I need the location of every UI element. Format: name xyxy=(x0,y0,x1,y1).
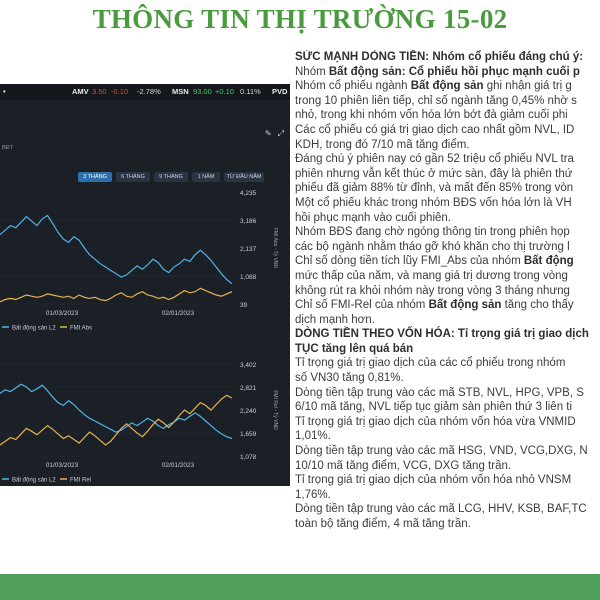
text-span: KDH, trong đó 7/10 mã tăng điểm. xyxy=(295,138,470,151)
chart-area xyxy=(0,100,290,486)
legend-label: FMI Abs xyxy=(70,325,93,332)
article-line xyxy=(295,254,600,269)
text-span: trong 10 phiên liên tiếp, chỉ số ngành tăng 0,45% nhờ s xyxy=(295,94,577,107)
ticker-msn-pct: 0.11% xyxy=(240,87,261,96)
bold-text: DÒNG TIỀN THEO VỐN HÓA: Tỉ trọng giá trị giao dịch xyxy=(295,328,589,341)
y-tick-label: 2,240 xyxy=(240,408,257,415)
ticker-msn-code[interactable]: MSN xyxy=(172,87,189,96)
text-span: Một cổ phiếu khác trong nhóm BĐS vốn hóa lớn là VH xyxy=(295,196,572,209)
ticker-msn-change: +0.10 xyxy=(215,87,234,96)
article-text xyxy=(295,50,600,532)
article-line xyxy=(295,181,600,196)
y-tick-label: 1,088 xyxy=(240,274,257,281)
footer-bar xyxy=(0,574,600,600)
article-line xyxy=(295,400,600,415)
ticker-amv-pct: -2.78% xyxy=(137,87,161,96)
ticker-msn-price: 93.00 xyxy=(193,87,212,96)
x-tick-label: 01/03/2023 xyxy=(45,310,79,317)
article-line xyxy=(295,313,600,328)
legend-label: Bất động sản L2 xyxy=(12,325,56,332)
article-line xyxy=(295,138,600,153)
article-line xyxy=(295,444,600,459)
article-line xyxy=(295,240,600,255)
article-line xyxy=(295,386,600,401)
article-line xyxy=(295,429,600,444)
y-axis-label: FMI Rel - Tỷ VNĐ xyxy=(272,390,278,430)
y-tick-label: 3,186 xyxy=(240,218,257,225)
text-span: Nhóm xyxy=(295,65,329,78)
y-tick-label: 2,137 xyxy=(240,246,257,253)
bold-text: Bất động sản xyxy=(428,299,502,312)
text-span: Đáng chú ý phiên nay có gần 52 triệu cổ phiếu NVL tra xyxy=(295,153,574,166)
text-span: Dòng tiền tập trung vào các mã HSG, VND, VCG,DXG, N xyxy=(295,445,588,458)
period-3m-button[interactable]: 3 THÁNG xyxy=(78,172,112,182)
series-line-1 xyxy=(0,384,232,438)
text-span: Tỉ trọng giá trị giao dịch của các cổ phiếu trong nhóm xyxy=(295,357,566,370)
text-span: phiên nhưng vẫn kết thúc ở mức sàn, đây là phiên thứ xyxy=(295,167,573,180)
legend-label: FMI Rel xyxy=(70,477,91,484)
text-span: hồi phục mạnh vào cuối phiên. xyxy=(295,211,451,224)
text-span: toàn bộ tăng điểm, 4 mã tăng trần. xyxy=(295,518,471,530)
article-line xyxy=(295,123,600,138)
section-heading xyxy=(295,50,600,65)
text-span: 6/10 mã tăng, NVL tiếp tục giảm sàn phiên thứ 3 liên ti xyxy=(295,401,573,414)
article-line xyxy=(295,284,600,299)
text-span: Tỉ trọng giá trị giao dịch của nhóm vốn hóa vừa VNMID xyxy=(295,415,576,428)
ticker-dot: • xyxy=(3,87,6,96)
ticker-amv-change: -0.10 xyxy=(111,87,129,96)
article-line xyxy=(295,488,600,503)
y-tick-label: 3,402 xyxy=(240,362,257,369)
text-span: mức thấp của năm, và mang giá trị dương trong vòng xyxy=(295,269,568,282)
period-1y-button[interactable]: 1 NĂM xyxy=(192,172,220,182)
article-line xyxy=(295,211,600,226)
article-line xyxy=(295,473,600,488)
bold-text: Bất động xyxy=(523,255,574,268)
text-span: 1,76%. xyxy=(295,488,331,501)
article-line xyxy=(295,371,600,386)
section-heading xyxy=(295,327,600,342)
ticker-bar xyxy=(0,84,290,98)
y-tick-label: 39 xyxy=(240,302,248,309)
text-span: ghi nhận giá trị g xyxy=(483,80,572,93)
article-line xyxy=(295,269,600,284)
x-tick-label: 02/01/2023 xyxy=(161,462,195,469)
text-span: Các cổ phiếu có giá trị giao dịch cao nhất gồm NVL, ID xyxy=(295,123,575,136)
text-span: số VN30 tăng 0,81%. xyxy=(295,372,404,385)
edit-icon[interactable]: ✎ xyxy=(264,129,272,138)
bold-text: Bất động sản: Cổ phiếu hồi phục mạnh cuối p xyxy=(328,65,580,78)
article-line xyxy=(295,65,600,80)
article-line xyxy=(295,459,600,474)
article-line xyxy=(295,298,600,313)
fmi-abs-chart xyxy=(0,186,290,334)
text-span: dịch mạnh hơn. xyxy=(295,313,375,326)
period-9m-button[interactable]: 9 THÁNG xyxy=(154,172,188,182)
article-line xyxy=(295,94,600,109)
article-line xyxy=(295,196,600,211)
series-line-1 xyxy=(0,216,232,284)
text-span: Nhóm BĐS đang chờ ngóng thông tin trong phiên họp xyxy=(295,226,570,239)
section-heading xyxy=(295,342,600,357)
period-ytd-button[interactable]: TỪ ĐẦU NĂM xyxy=(224,172,264,182)
text-span: Chỉ số dòng tiền tích lũy FMI_Abs của nhóm xyxy=(295,255,524,268)
expand-icon[interactable]: ⤢ xyxy=(277,129,284,138)
y-tick-label: 2,821 xyxy=(240,385,257,392)
series-line-2 xyxy=(0,395,232,445)
text-span: Tỉ trọng giá trị giao dịch của nhóm vốn hóa nhỏ VNSM xyxy=(295,474,572,487)
article-line xyxy=(295,108,600,123)
text-span: Dòng tiền tập trung vào các mã LCG, HHV, KSB, BAF,TC xyxy=(295,503,587,516)
page-title: THÔNG TIN THỊ TRƯỜNG 15-02 xyxy=(92,4,508,34)
article-line xyxy=(295,415,600,430)
article-line xyxy=(295,225,600,240)
y-tick-label: 1,659 xyxy=(240,431,257,438)
ticker-amv-code[interactable]: AMV xyxy=(72,87,89,96)
series-line-2 xyxy=(0,288,232,302)
fmi-rel-chart xyxy=(0,358,290,486)
chart-panel xyxy=(0,84,290,486)
source-label: BĐT xyxy=(2,145,13,151)
article-line xyxy=(295,517,600,532)
article-line xyxy=(295,152,600,167)
y-tick-label: 1,078 xyxy=(240,454,257,461)
article-line xyxy=(295,502,600,517)
bold-text: TỤC tăng lên quá bán xyxy=(295,342,414,355)
text-span: tăng cho thấy xyxy=(501,299,574,312)
ticker-amv-price: 3.50 xyxy=(92,87,107,96)
panel-icons xyxy=(259,129,284,139)
ticker-pvd-code[interactable]: PVD xyxy=(272,87,288,96)
text-span: Chỉ số FMI-Rel của nhóm xyxy=(295,299,429,312)
y-axis-label: FMI Abs - Tỷ VNĐ xyxy=(272,227,278,269)
article-line xyxy=(295,167,600,182)
text-span: nhỏ, trong khi nhóm vốn hóa lớn bớt đà giảm cuối phi xyxy=(295,109,568,122)
text-span: 10/10 mã tăng điểm, VCG, DXG tăng trần. xyxy=(295,459,512,472)
period-6m-button[interactable]: 6 THÁNG xyxy=(116,172,150,182)
x-tick-label: 02/01/2023 xyxy=(161,310,195,317)
x-tick-label: 01/03/2023 xyxy=(45,462,79,469)
text-span: Nhóm cổ phiếu ngành xyxy=(295,80,411,93)
bold-text: Bất động sản xyxy=(410,80,484,93)
y-tick-label: 4,235 xyxy=(240,190,257,197)
text-span: các bộ ngành nhằm tháo gỡ khó khăn cho thị trường l xyxy=(295,240,570,253)
bold-text: SỨC MẠNH DÒNG TIỀN: Nhóm cổ phiếu đáng chú ý: xyxy=(295,51,584,63)
text-span: 1,01%. xyxy=(295,430,331,443)
article-line xyxy=(295,356,600,371)
text-span: Dòng tiền tập trung vào các mã STB, NVL, HPG, VPB, S xyxy=(295,386,584,399)
text-span: không rút ra khỏi nhóm này trong vòng 3 tháng nhưng xyxy=(295,284,570,297)
article-line xyxy=(295,79,600,94)
text-span: phiếu đã giảm 88% từ đỉnh, và mất đến 85% trong vòn xyxy=(295,182,574,195)
legend-label: Bất động sản L2 xyxy=(12,477,56,484)
